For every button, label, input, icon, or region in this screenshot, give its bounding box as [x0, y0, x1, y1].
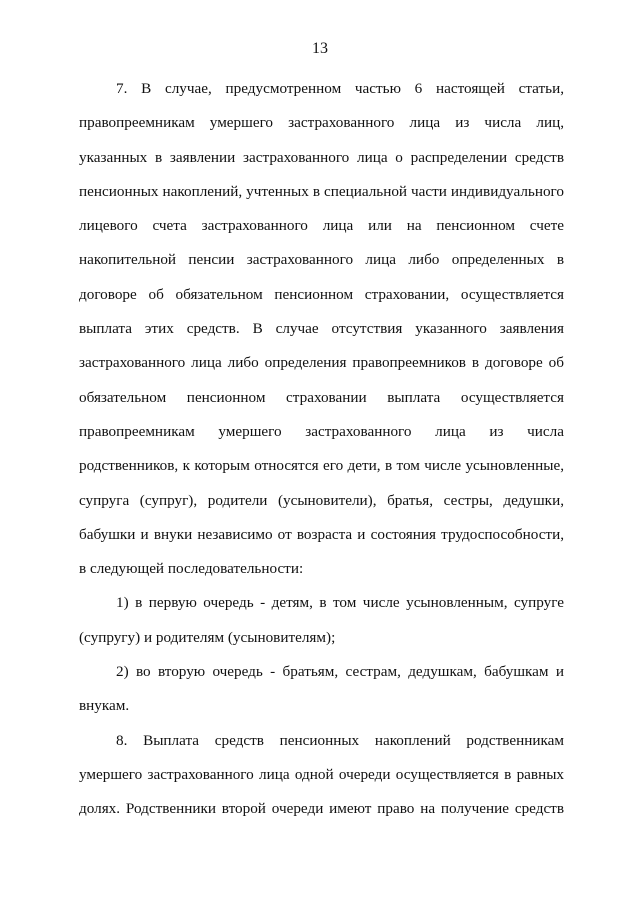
list-item-1: 1) в первую очередь - детям, в том числе усыновленным, супруге (супругу) и родителям (усыновителям);	[79, 594, 564, 646]
page-number: 13	[312, 40, 328, 57]
paragraph-8: 8. Выплата средств пенсионных накоплений родственникам умершего застрахованного лица одной очереди осуществляется в равных долях. Родственники второй очереди имеют право на получение средств	[79, 731, 564, 818]
paragraph-7: 7. В случае, предусмотренном частью 6 настоящей статьи, правопреемникам умершего застрахованного лица из числа лиц, указанных в заявлении застрахованного лица о распределении средств пенсионных накоплений, учтенных в специальной части индивидуального лицевого счета застрахованного лица или на пенсионном счете накопительной пенсии застрахованного лица либо определенных в договоре об обязательном пенсионном страховании, осуществляется выплата этих средств. В случае отсутствия указанного заявления застрахованного лица либо определения правопреемников в договоре об обязательном пенсионном страховании выплата осуществляется правопреемникам умершего застрахованного лица из числа родственников, к которым относятся его дети, в том числе усыновленные, супруга (супруг), родители (усыновители), братья, сестры, дедушки, бабушки и внуки независимо от возраста и состояния трудоспособности, в следующей последовательности:	[79, 80, 564, 578]
list-item-2: 2) во вторую очередь - братьям, сестрам, дедушкам, бабушкам и внукам.	[79, 663, 564, 715]
document-body	[79, 72, 564, 827]
